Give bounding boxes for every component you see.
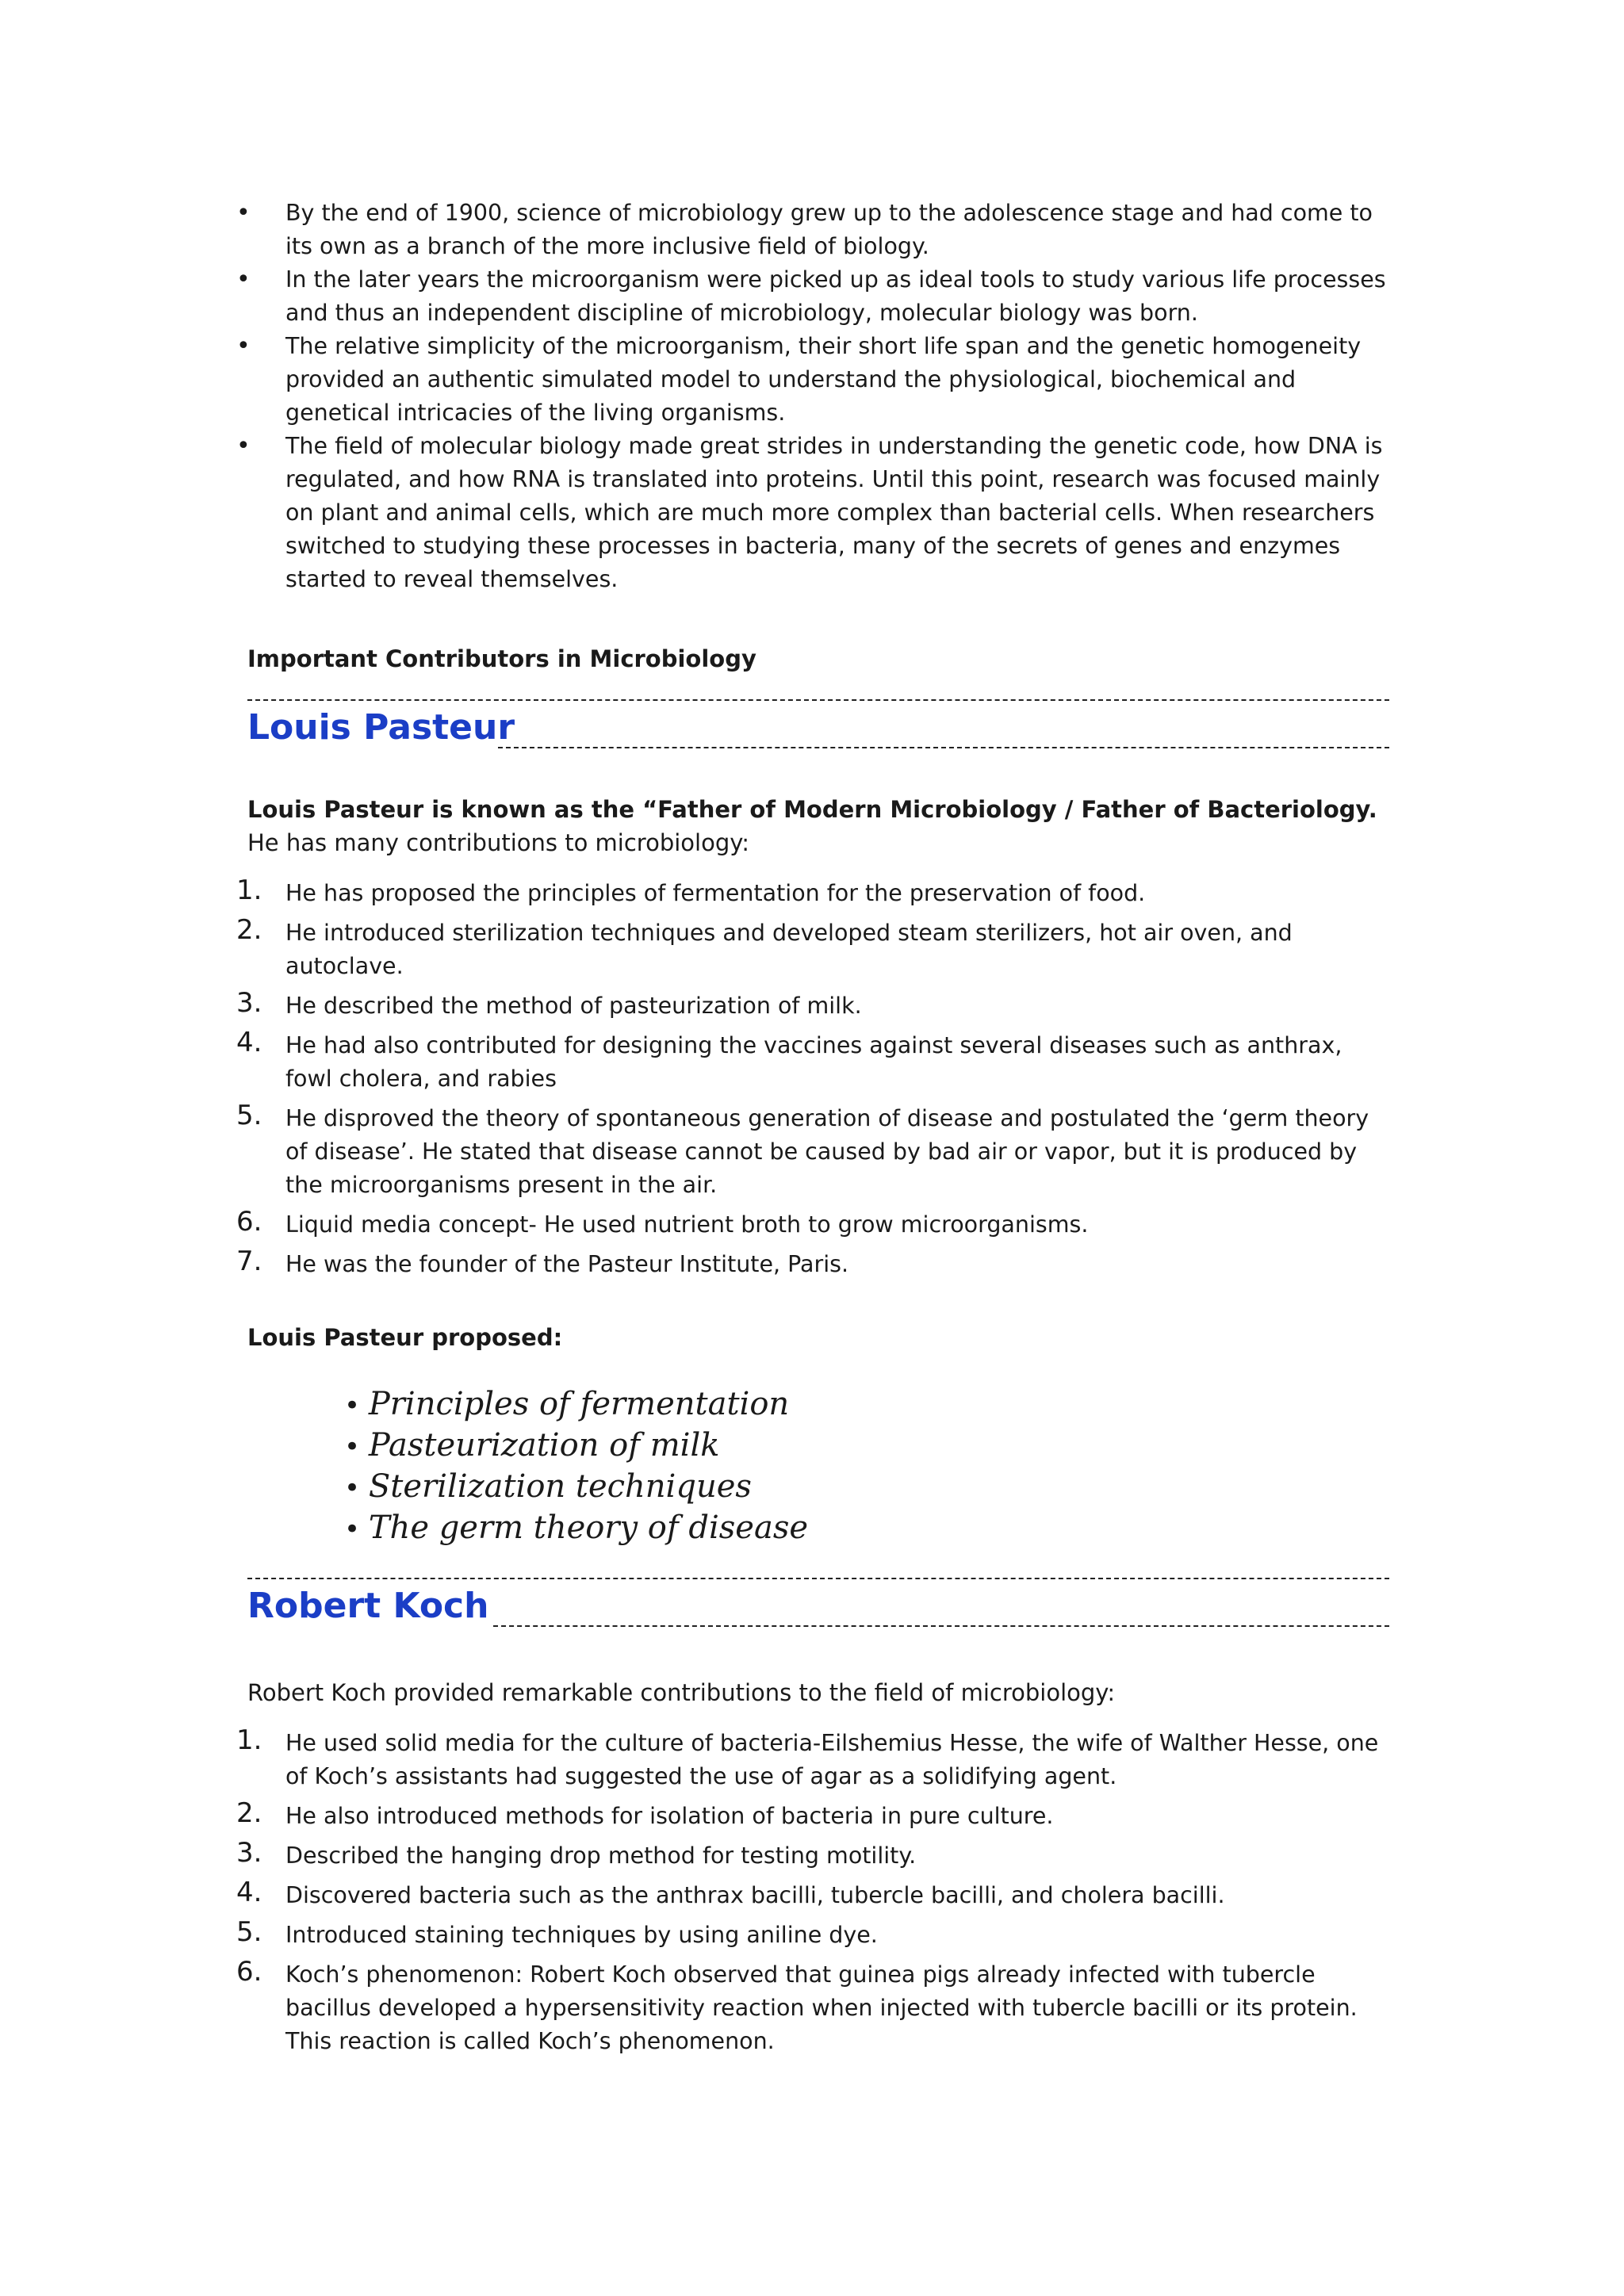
- pasteur-intro-bold: Louis Pasteur is known as the “Father of Modern Microbiology / Father of Bacteriology.: [247, 796, 1377, 823]
- list-number: 6.: [236, 1956, 262, 1988]
- section-divider: [247, 1578, 1389, 1579]
- bullet-icon: •: [236, 266, 251, 293]
- list-number: 6.: [236, 1206, 262, 1238]
- bullet-icon: •: [344, 1390, 369, 1422]
- list-item: [236, 263, 1389, 330]
- list-item-text: The germ theory of disease: [368, 1510, 809, 1546]
- list-item: [236, 1877, 1389, 1912]
- bullet-icon: •: [344, 1472, 369, 1504]
- pasteur-title: Louis Pasteur: [247, 707, 515, 748]
- list-item: [236, 330, 1389, 430]
- list-item-text: Sterilization techniques: [368, 1468, 752, 1505]
- pasteur-contributions-list: [236, 874, 1389, 1281]
- list-item: [236, 987, 1389, 1023]
- list-item-text: Koch’s phenomenon: Robert Koch observed that guinea pigs already infected with tubercle bacillus developed a hypersensitivity reaction when injected with tubercle bacilli or its protein. This reaction is called Koch’s phenomenon.: [285, 1961, 1358, 2054]
- list-item-text: He also introduced methods for isolation of bacteria in pure culture.: [285, 1803, 1054, 1829]
- list-number: 5.: [236, 1100, 262, 1131]
- list-item-text: He was the founder of the Pasteur Institute, Paris.: [285, 1251, 849, 1277]
- koch-contributions-list: [236, 1724, 1389, 2058]
- list-number: 4.: [236, 1027, 262, 1058]
- list-item: [236, 197, 1389, 263]
- list-item-text: He used solid media for the culture of bacteria-Eilshemius Hesse, the wife of Walther Hesse, one of Koch’s assistants had suggested the use of agar as a solidifying agent.: [285, 1730, 1379, 1789]
- list-item-text: He disproved the theory of spontaneous generation of disease and postulated the ‘germ theory of disease’. He stated that disease cannot be caused by bad air or vapor, but it is produced by the microorganisms present in the air.: [285, 1105, 1369, 1198]
- pasteur-section-header: [247, 695, 1389, 758]
- pasteur-proposed-heading: Louis Pasteur proposed:: [247, 1324, 563, 1351]
- section-divider: [247, 699, 1389, 701]
- koch-intro: Robert Koch provided remarkable contributions to the field of microbiology:: [247, 1679, 1116, 1706]
- list-number: 3.: [236, 987, 262, 1019]
- list-item: [344, 1384, 1389, 1425]
- list-item: [344, 1425, 1389, 1467]
- list-number: 5.: [236, 1916, 262, 1948]
- section-divider: [493, 1625, 1389, 1627]
- list-item-text: Discovered bacteria such as the anthrax bacilli, tubercle bacilli, and cholera bacilli.: [285, 1882, 1225, 1908]
- list-number: 3.: [236, 1837, 262, 1869]
- list-item: [236, 1837, 1389, 1873]
- list-number: 1.: [236, 874, 262, 906]
- list-item-text: Described the hanging drop method for testing motility.: [285, 1843, 917, 1869]
- list-item: [236, 1100, 1389, 1202]
- contributors-heading: Important Contributors in Microbiology: [247, 645, 756, 672]
- list-number: 2.: [236, 1797, 262, 1829]
- list-number: 2.: [236, 914, 262, 946]
- list-item: [344, 1508, 1389, 1549]
- list-item-text: The relative simplicity of the microorganism, their short life span and the genetic homogeneity provided an authentic simulated model to understand the physiological, biochemical and genetical intricacies of the living organisms.: [285, 333, 1362, 426]
- list-item-text: The field of molecular biology made great strides in understanding the genetic code, how DNA is regulated, and how RNA is translated into proteins. Until this point, research was focused mainly on plant and animal cells, which are much more complex than bacterial cells. When researchers switched to studying these processes in bacteria, many of the secrets of genes and enzymes started to reveal themselves.: [285, 433, 1383, 592]
- list-item-text: By the end of 1900, science of microbiology grew up to the adolescence stage and had come to its own as a branch of the more inclusive field of biology.: [285, 200, 1373, 259]
- list-item-text: He introduced sterilization techniques and developed steam sterilizers, hot air oven, and autoclave.: [285, 920, 1293, 979]
- list-item: [236, 1797, 1389, 1833]
- list-item: [236, 874, 1389, 910]
- document-content: [236, 197, 1389, 2064]
- pasteur-intro: [247, 793, 1389, 859]
- pasteur-proposed-list: [247, 1384, 1389, 1549]
- list-item: [236, 1916, 1389, 1952]
- list-item: [236, 430, 1389, 596]
- list-item-text: He has proposed the principles of fermentation for the preservation of food.: [285, 880, 1146, 906]
- list-item: [236, 914, 1389, 983]
- list-item: [236, 1956, 1389, 2058]
- list-number: 7.: [236, 1246, 262, 1277]
- bullet-icon: •: [344, 1431, 369, 1463]
- list-item: [236, 1246, 1389, 1281]
- list-item: [236, 1027, 1389, 1096]
- pasteur-intro-rest: He has many contributions to microbiology:: [247, 829, 750, 856]
- list-item: [344, 1467, 1389, 1508]
- bullet-icon: •: [236, 332, 251, 360]
- list-item-text: Introduced staining techniques by using aniline dye.: [285, 1922, 878, 1948]
- list-item: [236, 1724, 1389, 1793]
- intro-bullet-list: [236, 197, 1389, 596]
- bullet-icon: •: [236, 432, 251, 460]
- list-item-text: Pasteurization of milk: [368, 1427, 720, 1464]
- list-item-text: Liquid media concept- He used nutrient broth to grow microorganisms.: [285, 1211, 1089, 1238]
- bullet-icon: •: [344, 1513, 369, 1545]
- list-number: 1.: [236, 1724, 262, 1756]
- bullet-icon: •: [236, 199, 251, 227]
- list-item-text: Principles of fermentation: [368, 1386, 790, 1422]
- list-item-text: He described the method of pasteurization of milk.: [285, 993, 862, 1019]
- koch-section-header: [247, 1573, 1389, 1636]
- list-item-text: He had also contributed for designing the vaccines against several diseases such as anthrax, fowl cholera, and rabies: [285, 1032, 1342, 1092]
- list-number: 4.: [236, 1877, 262, 1908]
- section-divider: [498, 747, 1389, 748]
- koch-title: Robert Koch: [247, 1586, 489, 1626]
- list-item-text: In the later years the microorganism were picked up as ideal tools to study various life processes and thus an independent discipline of microbiology, molecular biology was born.: [285, 266, 1386, 326]
- list-item: [236, 1206, 1389, 1242]
